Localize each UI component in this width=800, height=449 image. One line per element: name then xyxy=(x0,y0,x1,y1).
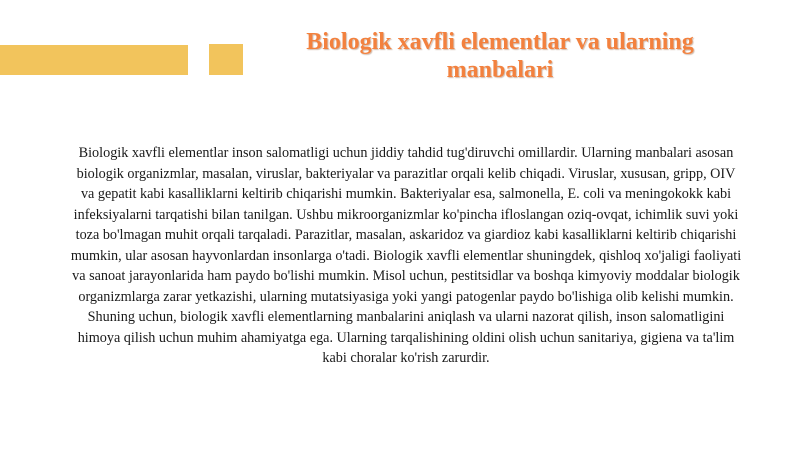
slide-body-text: Biologik xavfli elementlar inson salomatligi uchun jiddiy tahdid tug'diruvchi omillardir. Ularning manbalari asosan biologik organizmlar, masalan, viruslar, bakteriyalar va parazitlar orqali kelib chiqadi. Viruslar, xususan, gripp, OIV va gepatit kabi kasalliklarni keltirib chiqarishi mumkin. Bakteriyalar esa, salmonella, E. coli va meningokokk kabi infeksiyalarni tarqatishi bilan tanilgan. Ushbu mikroorganizmlar ko'pincha ifloslangan oziq-ovqat, ichimlik suvi yoki toza bo'lmagan muhit orqali tarqaladi. Parazitlar, masalan, askaridoz va giardioz kabi kasalliklarni keltirib chiqarishi mumkin, ular asosan hayvonlardan insonlarga o'tadi. Biologik xavfli elementlar shuningdek, qishloq xo'jaligi faoliyati va sanoat jarayonlarida ham paydo bo'lishi mumkin. Misol uchun, pestitsidlar va boshqa kimyoviy moddalar biologik organizmlarga zarar yetkazishi, ularning mutatsiyasiga yoki yangi patogenlar paydo bo'lishiga olib kelishi mumkin. Shuning uchun, biologik xavfli elementlarning manbalarini aniqlash va ularni nazorat qilish, inson salomatligini himoya qilish uchun muhim ahamiyatga ega. Ularning tarqalishining oldini olish uchun sanitariya, gigiena va ta'lim kabi choralar ko'rish zarurdir. xyxy=(70,145,742,366)
slide-title: Biologik xavfli elementlar va ularning manbalari xyxy=(306,29,694,83)
accent-bar-short xyxy=(209,44,243,75)
accent-bar-long xyxy=(0,45,188,75)
